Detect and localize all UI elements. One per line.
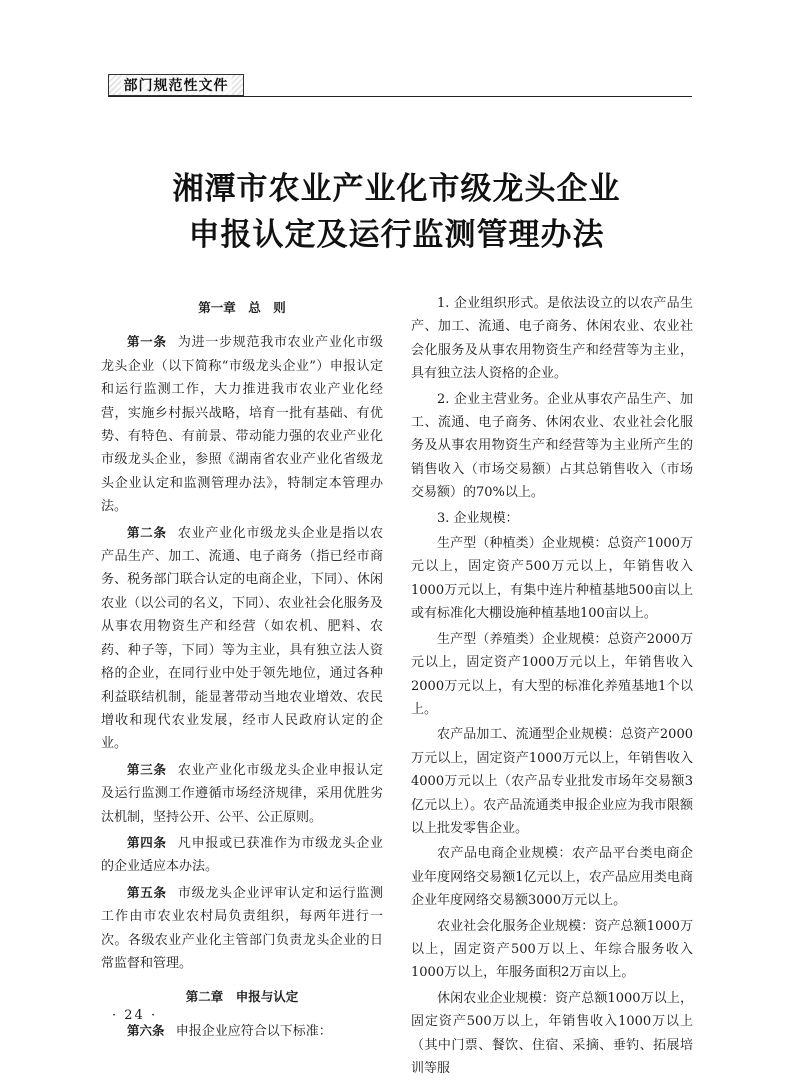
article-text: 申报企业应符合以下标准： xyxy=(175,1023,332,1039)
paragraph-leisure-scale: 休闲农业企业规模：资产总额1000万以上，固定资产500万以上，年销售收入1000万以上（其中门票、餐饮、住宿、采摘、垂钓、拓展培训等服 xyxy=(411,990,693,1076)
paragraph-planting-scale: 生产型（种植类）企业规模：总资产1000万元以上，固定资产500万元以上，年销售收入1000万元以上，有集中连片种植基地500亩以上或有标准化大棚设施种植基地100亩以上。 xyxy=(411,536,693,622)
chapter-heading-1: 第一章 总 则 xyxy=(198,300,286,315)
page-number: · 24 · xyxy=(112,1008,158,1023)
paragraph-enterprise-scale: 3. 企业规模： xyxy=(437,510,519,526)
section-tag-label: 部门规范性文件 xyxy=(121,75,232,95)
chapter-heading-2: 第二章 申报与认定 xyxy=(185,989,299,1005)
article-4 xyxy=(101,831,383,879)
article-3 xyxy=(101,758,383,829)
article-label: 第六条 xyxy=(127,1022,165,1038)
document-title xyxy=(100,166,693,258)
article-label: 第三条 xyxy=(127,761,167,777)
article-text: 凡申报或已获准作为市级龙头企业的企业适应本办法。 xyxy=(101,835,383,875)
section-tag xyxy=(108,74,244,96)
article-text: 农业产业化市级龙头企业是指以农产品生产、加工、流通、电子商务（指已经市商务、税务部门联合认定的电商企业，下同）、休闲农业（以公司的名义，下同）、农业社会化服务及从事农用物资生产和经营（如农机、肥料、农药、种子等，下同）等为主业，具有独立法人资格的企业，在同行业中处于领先地位，通过各种利益联结机制，能显著带动当地农业增效、农民增收和现代农业发展，经市人民政府认定的企业。 xyxy=(101,525,383,752)
title-line-2: 申报认定及运行监测管理办法 xyxy=(188,217,605,253)
article-label: 第一条 xyxy=(127,334,167,350)
paragraph-organization-form: 1. 企业组织形式。是依法设立的以农产品生产、加工、流通、电子商务、休闲农业、农业社会化服务及从事农用物资生产和经营等为主业，具有独立法人资格的企业。 xyxy=(411,296,693,382)
article-text: 市级龙头企业评审认定和运行监测工作由市农业农村局负责组织，每两年进行一次。各级农业产业化主管部门负责龙头企业的日常监督和管理。 xyxy=(101,885,383,971)
paragraph-processing-scale: 农产品加工、流通型企业规模：总资产2000万元以上，固定资产1000万元以上，年销售收入4000万元以上（农产品专业批发市场年交易额3亿元以上）。农产品流通类申报企业应为我市限额以上批发零售企业。 xyxy=(411,727,693,836)
title-line-1: 湘潭市农业产业化市级龙头企业 xyxy=(172,171,621,207)
paragraph-breeding-scale: 生产型（养殖类）企业规模：总资产2000万元以上，固定资产1000万元以上，年销售收入2000万元以上，有大型的标准化养殖基地1个以上。 xyxy=(411,631,693,717)
left-column xyxy=(101,292,383,1043)
article-text: 农业产业化市级龙头企业申报认定及运行监测工作遵循市场经济规律，采用优胜劣汰机制，坚持公开、公平、公正原则。 xyxy=(101,762,383,825)
article-2 xyxy=(101,521,383,756)
article-text: 为进一步规范我市农业产业化市级龙头企业（以下简称“市级龙头企业”）申报认定和运行监测工作，大力推进我市农业产业化经营，实施乡村振兴战略，培育一批有基础、有优势、有特色、有前景、带动能力强的农业产业化市级龙头企业，参照《湖南省农业产业化省级龙头企业认定和监测管理办法》，特制定本管理办法。 xyxy=(101,335,383,515)
paragraph-ecommerce-scale: 农产品电商企业规模：农产品平台类电商企业年度网络交易额1亿元以上，农产品应用类电商企业年度网络交易额3000万元以上。 xyxy=(411,846,693,909)
right-column xyxy=(411,292,693,1080)
paragraph-main-business: 2. 企业主营业务。企业从事农产品生产、加工、流通、电子商务、休闲农业、农业社会化服务及从事农用物资生产和经营等为主业所产生的销售收入（市场交易额）占其总销售收入（市场交易额）的70%以上。 xyxy=(411,391,693,501)
article-label: 第二条 xyxy=(127,524,167,540)
header-rule xyxy=(108,96,692,97)
article-label: 第五条 xyxy=(127,884,167,900)
article-label: 第四条 xyxy=(127,834,167,850)
article-5 xyxy=(101,881,383,976)
paragraph-service-scale: 农业社会化服务企业规模：资产总额1000万以上，固定资产500万以上、年综合服务收入1000万以上，年服务面积2万亩以上。 xyxy=(411,918,693,981)
article-1 xyxy=(101,330,383,518)
